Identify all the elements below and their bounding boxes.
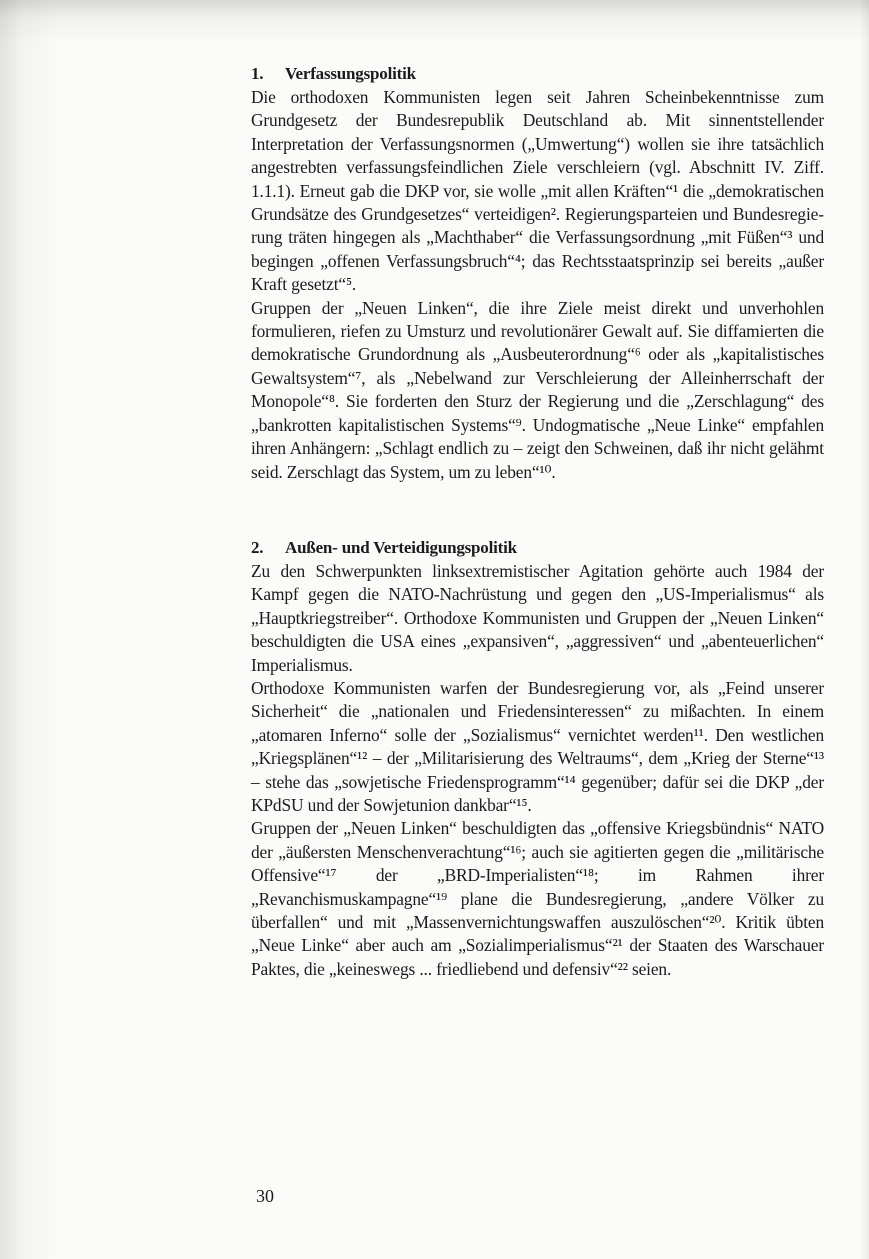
section-number: 2. [251, 537, 264, 557]
scan-shadow [859, 0, 869, 1259]
paragraph: Gruppen der „Neuen Linken“, die ihre Ziele meist direkt und unverhohlen formulieren, riefen zu Umsturz und revolutionärer Gewalt auf. Sie diffamierten die demokratische Grundordnung als „Ausbeuterordnung“⁶ oder als „kapitalistisches Gewaltsystem“⁷, als „Nebelwand zur Verschleierung der Alleinherrschaft der Monopole“⁸. Sie forderten den Sturz der Regierung und die „Zerschlagung“ des „bankrotten kapitalistischen Systems“⁹. Undogmatische „Neue Linke“ empfahlen ihren Anhängern: „Schlagt endlich zu – zeigt den Schweinen, daß ihr nicht gelähmt seid. Zerschlagt das System, um zu leben“¹⁰. [251, 297, 824, 482]
paragraph: Zu den Schwerpunkten linksextremistischer Agitation gehörte auch 1984 der Kampf gegen die NATO-Nachrüstung und gegen den „US-Imperialismus“ als „Hauptkriegstreiber“. Orthodoxe Kommunisten und Gruppen der „Neuen Linken“ beschuldigten die USA eines „expansiven“, „aggressiven“ und „abenteuerlichen“ Imperialismus. [251, 560, 824, 675]
section-number: 1. [251, 64, 264, 83]
section-title: Außen- und Verteidigungspolitik [285, 537, 517, 557]
page-content [251, 62, 824, 981]
section-aussen-verteidigungspolitik [251, 536, 824, 981]
section-heading [251, 536, 824, 560]
paragraph: Die orthodoxen Kommunisten legen seit Jahren Scheinbekenntnisse zum Grundgesetz der Bundesrepublik Deutschland ab. Mit sinnentstellender Interpretation der Verfassungsnormen („Umwertung“) wollen sie ihre tatsächlich angestrebten verfassungsfeindlichen Ziele verschleiern (vgl. Abschnitt IV. Ziff. 1.1.1). Erneut gab die DKP vor, sie wolle „mit allen Kräften“¹ die „demokratischen Grundsätze des Grundgesetzes“ verteidigen². Regierungsparteien und Bundesregierung träten hingegen als „Machthaber“ die Verfassungsordnung „mit Füßen“³ und begingen „offenen Verfassungsbruch“⁴; das Rechtsstaatsprinzip sei bereits „außer Kraft gesetzt“⁵. [251, 87, 824, 295]
paragraph: Orthodoxe Kommunisten warfen der Bundesregierung vor, als „Feind unserer Sicherheit“ die „nationalen und Friedensinteressen“ zu mißachten. In einem „atomaren Inferno“ solle der „Sozialismus“ vernichtet werden¹¹. Den westlichen „Kriegsplänen“¹² – der „Militarisierung des Weltraums“, dem „Krieg der Sterne“¹³ – stehe das „sowjetische Friedensprogramm“¹⁴ gegenüber; dafür sei die DKP „der KPdSU und der Sowjetunion dankbar“¹⁵. [251, 677, 824, 815]
paragraph: Gruppen der „Neuen Linken“ beschuldigten das „offensive Kriegsbündnis“ NATO der „äußersten Menschenverachtung“¹⁶; auch sie agitierten gegen die „militärische Offensive“¹⁷ der „BRD-Imperialisten“¹⁸; im Rahmen ihrer „Revanchismuskampagne“¹⁹ plane die Bundesregierung, „andere Völker zu überfallen“ und mit „Massenvernichtungswaffen auszulöschen“²⁰. Kritik übten „Neue Linke“ aber auch am „Sozialimperialismus“²¹ der Staaten des Warschauer Paktes, die „keineswegs ... friedliebend und defensiv“²² seien. [251, 818, 824, 979]
page-number: 30 [256, 1186, 274, 1206]
section-heading [251, 62, 824, 86]
section-title: Verfassungspolitik [285, 64, 416, 83]
section-verfassungspolitik [251, 62, 824, 484]
